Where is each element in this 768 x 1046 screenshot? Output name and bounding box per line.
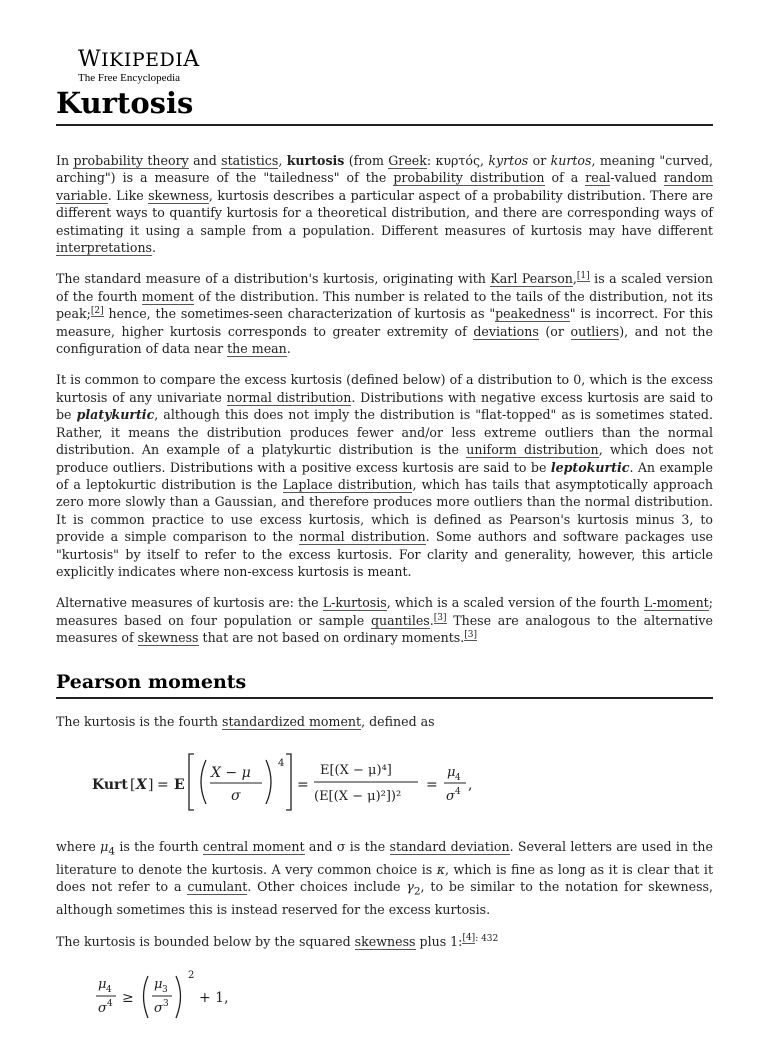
- bound-geq: ≥: [122, 990, 134, 1007]
- text: ; measures based on four population or sample: [56, 595, 713, 628]
- text: that are not based on ordinary moments.: [198, 630, 465, 646]
- link-deviations[interactable]: deviations: [473, 323, 539, 339]
- text: , which does not produce outliers. Distributions with a positive excess kurtosis are said to be: [56, 442, 714, 475]
- link-skewness-2[interactable]: skewness: [137, 630, 199, 646]
- link-l-moment[interactable]: L-moment: [644, 595, 709, 611]
- reference-link[interactable]: [1]: [576, 271, 590, 282]
- text: is the fourth: [115, 838, 203, 854]
- text: -valued: [610, 170, 664, 186]
- reference-link[interactable]: [3]: [433, 612, 447, 623]
- link-skewness[interactable]: skewness: [148, 187, 209, 203]
- formula-equals-3: =: [426, 776, 438, 793]
- wordmark-a: A: [183, 47, 200, 72]
- formula-paren-right: [266, 760, 271, 804]
- link-interpretations[interactable]: interpretations: [56, 240, 153, 256]
- bound-mu3-subscript: 3: [162, 985, 168, 996]
- link-normal-distribution-2[interactable]: normal distribution: [299, 529, 426, 545]
- text: (or: [538, 323, 571, 339]
- text: and: [188, 153, 222, 168]
- bound-mu: μ: [98, 977, 107, 993]
- link-normal-distribution[interactable]: normal distribution: [226, 389, 352, 405]
- text: ,: [278, 153, 287, 168]
- bound-square: 2: [188, 970, 195, 982]
- wordmark-middle: IKIPEDI: [101, 49, 184, 71]
- formula-expectation: E: [174, 776, 185, 793]
- text: : κυρτός,: [426, 153, 489, 168]
- bound-sigma: σ: [98, 1001, 107, 1017]
- bound-paragraph: [56, 933, 713, 950]
- link-karl-pearson[interactable]: Karl Pearson: [490, 271, 573, 287]
- text: , kurtosis describes a particular aspect of a probability distribution. There are different ways to quantify kurtosis for a theoretical distribution, and there are corresponding ways of estimating it using a sample from a population. Different measures of kurtosis may have different: [56, 187, 713, 238]
- link-quantiles[interactable]: quantiles: [370, 612, 430, 628]
- kurtosis-definition-formula: [56, 744, 713, 824]
- link-standard-deviation[interactable]: standard deviation: [389, 838, 510, 854]
- article-body: [56, 152, 713, 1046]
- formula-sigma: σ: [446, 788, 455, 804]
- formula-paren-left: [201, 760, 206, 804]
- bound-sigma3: σ: [154, 1001, 163, 1017]
- term-kurtosis: kurtosis: [286, 153, 345, 168]
- excess-kurtosis-paragraph: [56, 371, 713, 580]
- link-statistics[interactable]: statistics: [221, 153, 279, 168]
- text: ,: [572, 271, 577, 287]
- text: ), and not the configuration of data near: [56, 323, 713, 357]
- bound-mu-subscript: 4: [106, 985, 112, 996]
- intro-paragraph: [56, 152, 713, 256]
- wikipedia-wordmark: [78, 47, 200, 72]
- bound-paren-right: [176, 976, 181, 1018]
- link-outliers[interactable]: outliers: [570, 323, 620, 339]
- link-probability-distribution[interactable]: probability distribution: [393, 170, 545, 186]
- text: , which is a scaled version of the fourth: [386, 595, 645, 611]
- bound-mu3: μ: [154, 977, 163, 993]
- page-title: Kurtosis: [56, 84, 713, 126]
- formula-kurt: Kurt: [92, 776, 128, 793]
- formula-numerator: X − μ: [211, 764, 251, 781]
- term-kyrtos: kyrtos: [488, 153, 529, 168]
- text: , which has tails that asymptotically approach zero more slowly than a Gaussian, and therefore produces more outliers than the normal distribution. It is common practice to use excess kurtosis, which is defined as Pearson's kurtosis minus 3, to provide a simple comparison to the: [56, 476, 713, 545]
- formula-big-bracket-right: [286, 754, 291, 810]
- reference-link[interactable]: [4]: [462, 933, 476, 944]
- link-probability-theory[interactable]: probability theory: [73, 153, 189, 168]
- alternative-measures-paragraph: [56, 594, 713, 646]
- text: and σ is the: [304, 838, 390, 854]
- link-moment[interactable]: moment: [141, 288, 194, 304]
- formula-x-arg: X: [136, 776, 147, 793]
- formula-big-bracket-left: [189, 754, 194, 810]
- formula-equals-2: =: [297, 776, 309, 793]
- bound-plus-one: + 1,: [199, 990, 229, 1007]
- reference-3: [434, 613, 447, 624]
- bound-formula-svg: [56, 964, 256, 1028]
- formula-comma: ,: [468, 776, 473, 793]
- reference-link[interactable]: [3]: [464, 629, 477, 640]
- link-random-variable[interactable]: random variable: [56, 170, 713, 203]
- notation-paragraph: [56, 838, 713, 919]
- reference-page: : 432: [475, 933, 499, 944]
- symbol-mu-subscript: 4: [108, 845, 116, 858]
- text: . Several letters are used in the literature to denote the kurtosis. A very common choice is: [56, 838, 713, 877]
- link-the-mean[interactable]: the mean: [227, 341, 287, 357]
- text: hence, the sometimes-seen characterization of kurtosis as ": [103, 306, 496, 322]
- text: . Some authors and software packages use "kurtosis" by itself to refer to the excess kurtosis. For clarity and generality, however, this article explicitly indicates where non-excess kurtosis is meant.: [56, 529, 713, 579]
- text: , although this does not imply the distribution is "flat-topped" as is sometimes stated. Rather, it means the distribution produces fewer and/or less extreme outliers than the normal distribution. An example of a platykurtic distribution is the: [56, 407, 713, 458]
- formula-bracket-open: [: [130, 776, 136, 793]
- link-laplace-distribution[interactable]: Laplace distribution: [282, 476, 413, 492]
- link-skewness-3[interactable]: skewness: [354, 933, 416, 949]
- symbol-mu: μ: [100, 838, 109, 854]
- text: Alternative measures of kurtosis are: the: [56, 595, 323, 611]
- kurtosis-bound-formula: [56, 964, 713, 1032]
- text: or: [528, 153, 551, 168]
- link-greek[interactable]: Greek: [388, 153, 427, 168]
- formula-mu-subscript: 4: [455, 772, 461, 783]
- wordmark-w: W: [78, 47, 102, 72]
- section-heading-pearson-moments: Pearson moments: [56, 669, 713, 699]
- text: where: [56, 838, 101, 854]
- text: . An example of a leptokurtic distribution is the: [56, 459, 713, 492]
- text: . Like: [107, 187, 149, 203]
- text: " is incorrect. For this measure, higher kurtosis corresponds to greater extremity of: [56, 306, 713, 339]
- reference-3b: [464, 630, 477, 641]
- symbol-kappa: κ: [436, 861, 445, 877]
- text: , meaning "curved, arching") is a measure of the "tailedness" of the: [56, 153, 714, 186]
- reference-link[interactable]: [2]: [90, 306, 104, 317]
- text: , defined as: [361, 713, 435, 729]
- formula-equals-1: =: [157, 776, 169, 793]
- text: .: [152, 240, 157, 256]
- text: , which is fine as long as it is clear that it does not refer to a: [56, 861, 714, 895]
- text: . Other choices include: [247, 879, 407, 895]
- bound-paren-left: [144, 976, 149, 1018]
- link-l-kurtosis[interactable]: L-kurtosis: [322, 595, 387, 611]
- text: plus 1:: [415, 933, 463, 949]
- text: The standard measure of a distribution's kurtosis, originating with: [56, 271, 491, 287]
- text: , to be similar to the notation for skewness, although sometimes this is instead reserved for the excess kurtosis.: [56, 879, 713, 918]
- text: The kurtosis is bounded below by the squared: [56, 933, 355, 949]
- text: These are analogous to the alternative measures of: [56, 612, 713, 646]
- symbol-gamma-subscript: 2: [413, 885, 421, 898]
- link-standardized-moment[interactable]: standardized moment: [222, 713, 362, 729]
- formula-denominator: σ: [231, 787, 241, 804]
- bound-sigma3-superscript: 3: [163, 999, 169, 1010]
- formula-fraction2-numerator: E[(X − μ)⁴]: [320, 762, 392, 778]
- symbol-gamma: γ: [406, 879, 414, 895]
- bound-sigma-superscript: 4: [107, 999, 113, 1010]
- reference-1: [577, 271, 590, 282]
- text: . Distributions with negative excess kurtosis are said to be: [56, 389, 714, 423]
- wikipedia-tagline: The Free Encyclopedia: [78, 72, 181, 84]
- text: .: [286, 341, 291, 357]
- formula-bracket-close: ]: [148, 776, 154, 793]
- link-real[interactable]: real: [585, 170, 611, 186]
- formula-mu: μ: [447, 764, 456, 780]
- link-cumulant[interactable]: cumulant: [187, 879, 248, 895]
- formula-power-4: 4: [278, 757, 285, 769]
- definition-paragraph: [56, 713, 713, 730]
- text: of the distribution. This number is related to the tails of the distribution, not its peak;: [56, 288, 713, 322]
- term-kurtos: kurtos: [550, 153, 592, 168]
- text: It is common to compare the excess kurtosis (defined below) of a distribution to 0, which is the excess kurtosis of any univariate: [56, 372, 713, 405]
- text: The kurtosis is the fourth: [56, 713, 223, 729]
- link-peakedness[interactable]: peakedness: [495, 306, 570, 322]
- text: (from: [344, 153, 389, 168]
- term-leptokurtic: leptokurtic: [550, 459, 630, 475]
- text: In: [56, 153, 74, 168]
- reference-4: [462, 933, 498, 944]
- link-uniform-distribution[interactable]: uniform distribution: [466, 442, 599, 458]
- formula-svg: [56, 744, 496, 820]
- wikipedia-logo[interactable]: [78, 47, 200, 85]
- formula-sigma-superscript: 4: [455, 786, 461, 797]
- formula-fraction2-denominator: (E[(X − μ)²])²: [314, 788, 402, 804]
- text: of a: [544, 170, 586, 186]
- link-central-moment[interactable]: central moment: [202, 838, 305, 854]
- standard-measure-paragraph: [56, 270, 713, 357]
- term-platykurtic: platykurtic: [76, 407, 155, 423]
- text: is a scaled version of the fourth: [56, 271, 713, 304]
- reference-2: [91, 306, 104, 317]
- text: .: [429, 612, 434, 628]
